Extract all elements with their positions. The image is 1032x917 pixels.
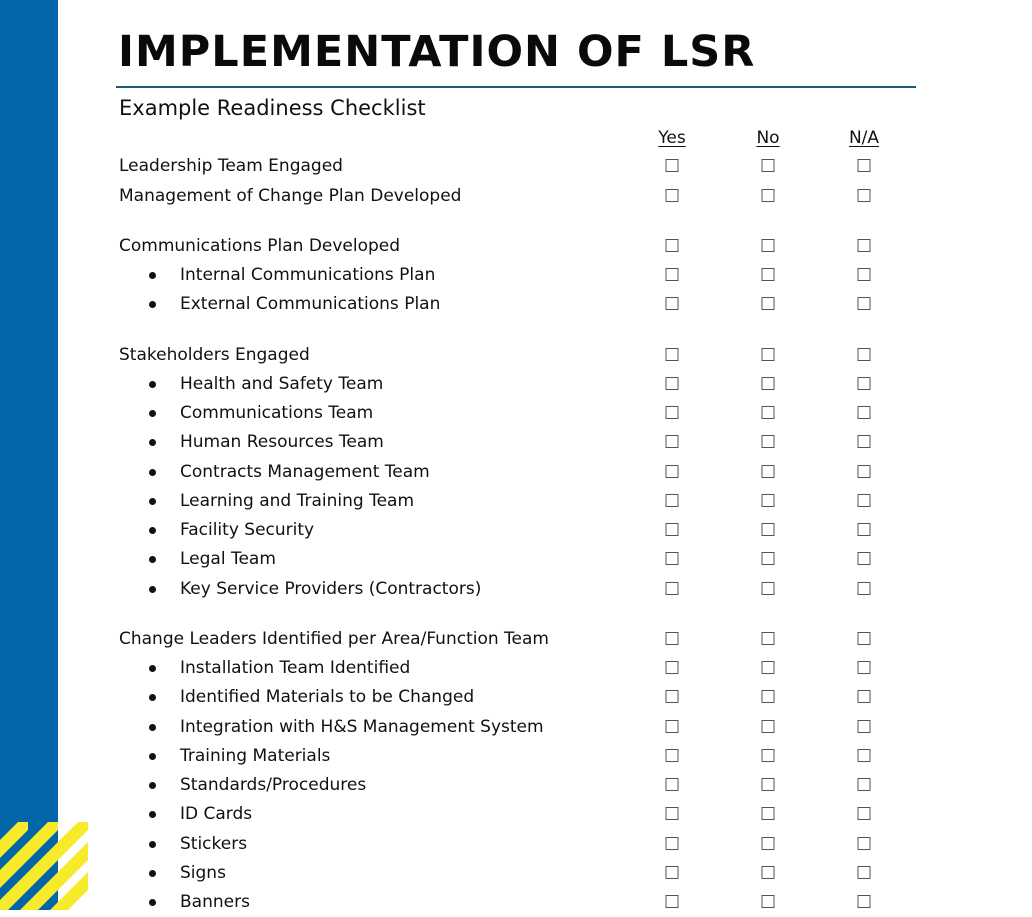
checkbox-no[interactable] — [762, 297, 775, 310]
checkbox-yes[interactable] — [666, 866, 679, 879]
checklist-row — [0, 155, 1032, 181]
checkbox-yes[interactable] — [666, 661, 679, 674]
checkbox-na[interactable] — [858, 189, 871, 202]
checklist-row — [0, 686, 1032, 712]
checkbox-yes[interactable] — [666, 749, 679, 762]
checkbox-no[interactable] — [762, 552, 775, 565]
checklist-item-label: Health and Safety Team — [180, 374, 384, 394]
checklist-row — [0, 402, 1032, 428]
checkbox-no[interactable] — [762, 632, 775, 645]
checkbox-na[interactable] — [858, 720, 871, 733]
checklist-item-label: External Communications Plan — [180, 294, 441, 314]
checklist-row — [0, 548, 1032, 574]
checklist-row — [0, 774, 1032, 800]
bullet-icon — [149, 498, 156, 505]
checklist-item-label: Human Resources Team — [180, 432, 384, 452]
checkbox-na[interactable] — [858, 552, 871, 565]
checkbox-yes[interactable] — [666, 268, 679, 281]
bullet-icon — [149, 724, 156, 731]
bullet-icon — [149, 899, 156, 906]
checkbox-no[interactable] — [762, 749, 775, 762]
checklist-item-label: Banners — [180, 892, 250, 912]
checklist-item-label: Integration with H&S Management System — [180, 717, 544, 737]
column-header-no: No — [756, 128, 780, 148]
checklist-item-label: ID Cards — [180, 804, 253, 824]
checkbox-na[interactable] — [858, 632, 871, 645]
checkbox-yes[interactable] — [666, 807, 679, 820]
checkbox-na[interactable] — [858, 582, 871, 595]
checkbox-no[interactable] — [762, 348, 775, 361]
checkbox-na[interactable] — [858, 268, 871, 281]
checkbox-na[interactable] — [858, 494, 871, 507]
checkbox-no[interactable] — [762, 435, 775, 448]
bullet-icon — [149, 469, 156, 476]
checklist-item-label: Contracts Management Team — [180, 462, 430, 482]
checklist-row — [0, 803, 1032, 829]
checkbox-yes[interactable] — [666, 523, 679, 536]
checkbox-no[interactable] — [762, 523, 775, 536]
checkbox-yes[interactable] — [666, 435, 679, 448]
checkbox-na[interactable] — [858, 778, 871, 791]
checkbox-no[interactable] — [762, 895, 775, 908]
checkbox-yes[interactable] — [666, 720, 679, 733]
checkbox-no[interactable] — [762, 465, 775, 478]
column-header-na: N/A — [848, 128, 880, 148]
checklist-row — [0, 344, 1032, 370]
checkbox-yes[interactable] — [666, 837, 679, 850]
page-subtitle: Example Readiness Checklist — [119, 96, 426, 120]
checkbox-no[interactable] — [762, 807, 775, 820]
checkbox-na[interactable] — [858, 377, 871, 390]
checklist-item-label: Standards/Procedures — [180, 775, 367, 795]
bullet-icon — [149, 272, 156, 279]
title-divider — [116, 86, 916, 88]
checklist-row — [0, 578, 1032, 604]
checklist-item-label: Communications Team — [180, 403, 374, 423]
checkbox-na[interactable] — [858, 661, 871, 674]
checkbox-na[interactable] — [858, 895, 871, 908]
checkbox-no[interactable] — [762, 720, 775, 733]
checkbox-no[interactable] — [762, 406, 775, 419]
checkbox-no[interactable] — [762, 239, 775, 252]
checklist-row — [0, 833, 1032, 859]
checklist-item-label: Stickers — [180, 834, 248, 854]
checklist-row — [0, 264, 1032, 290]
checkbox-yes[interactable] — [666, 406, 679, 419]
bullet-icon — [149, 753, 156, 760]
bullet-icon — [149, 381, 156, 388]
checkbox-na[interactable] — [858, 866, 871, 879]
checklist-row — [0, 373, 1032, 399]
checkbox-na[interactable] — [858, 807, 871, 820]
checkbox-yes[interactable] — [666, 189, 679, 202]
bullet-icon — [149, 586, 156, 593]
checkbox-na[interactable] — [858, 690, 871, 703]
checkbox-no[interactable] — [762, 866, 775, 879]
checkbox-no[interactable] — [762, 778, 775, 791]
checkbox-yes[interactable] — [666, 552, 679, 565]
checklist-row — [0, 235, 1032, 261]
checkbox-yes[interactable] — [666, 778, 679, 791]
checkbox-na[interactable] — [858, 523, 871, 536]
checkbox-na[interactable] — [858, 435, 871, 448]
checklist-item-label: Leadership Team Engaged — [119, 156, 343, 176]
checkbox-yes[interactable] — [666, 582, 679, 595]
checklist-row — [0, 745, 1032, 771]
bullet-icon — [149, 410, 156, 417]
checklist-item-label: Internal Communications Plan — [180, 265, 436, 285]
checkbox-no[interactable] — [762, 494, 775, 507]
checkbox-no[interactable] — [762, 189, 775, 202]
checklist-item-label: Installation Team Identified — [180, 658, 411, 678]
checklist-row — [0, 628, 1032, 654]
checklist-row — [0, 657, 1032, 683]
checklist-item-label: Management of Change Plan Developed — [119, 186, 462, 206]
checkbox-no[interactable] — [762, 268, 775, 281]
checkbox-no[interactable] — [762, 837, 775, 850]
bullet-icon — [149, 665, 156, 672]
checklist-item-label: Facility Security — [180, 520, 315, 540]
checkbox-no[interactable] — [762, 690, 775, 703]
checkbox-yes[interactable] — [666, 377, 679, 390]
checklist-item-label: Identified Materials to be Changed — [180, 687, 475, 707]
bullet-icon — [149, 811, 156, 818]
checkbox-yes[interactable] — [666, 494, 679, 507]
checklist-item-label: Communications Plan Developed — [119, 236, 401, 256]
checklist-item-label: Change Leaders Identified per Area/Function Team — [119, 629, 549, 649]
checklist-item-label: Training Materials — [180, 746, 331, 766]
checklist-item-label: Signs — [180, 863, 226, 883]
bullet-icon — [149, 301, 156, 308]
checkbox-na[interactable] — [858, 465, 871, 478]
checkbox-no[interactable] — [762, 159, 775, 172]
checklist-row — [0, 716, 1032, 742]
checklist-row — [0, 185, 1032, 211]
page-title: IMPLEMENTATION OF LSR — [118, 27, 756, 77]
checklist-row — [0, 490, 1032, 516]
bullet-icon — [149, 870, 156, 877]
checkbox-no[interactable] — [762, 377, 775, 390]
checkbox-yes[interactable] — [666, 348, 679, 361]
checklist-item-label: Legal Team — [180, 549, 276, 569]
checkbox-no[interactable] — [762, 661, 775, 674]
bullet-icon — [149, 694, 156, 701]
bullet-icon — [149, 439, 156, 446]
checklist-row — [0, 293, 1032, 319]
checklist-row — [0, 519, 1032, 545]
checkbox-yes[interactable] — [666, 690, 679, 703]
bullet-icon — [149, 841, 156, 848]
column-header-yes: Yes — [658, 128, 686, 148]
checkbox-na[interactable] — [858, 239, 871, 252]
checkbox-yes[interactable] — [666, 159, 679, 172]
checklist-row — [0, 862, 1032, 888]
checkbox-yes[interactable] — [666, 465, 679, 478]
checklist-item-label: Stakeholders Engaged — [119, 345, 310, 365]
checkbox-yes[interactable] — [666, 632, 679, 645]
checkbox-na[interactable] — [858, 159, 871, 172]
checklist-row — [0, 891, 1032, 917]
checkbox-na[interactable] — [858, 348, 871, 361]
checkbox-yes[interactable] — [666, 239, 679, 252]
checklist-row — [0, 431, 1032, 457]
bullet-icon — [149, 556, 156, 563]
checklist-row — [0, 461, 1032, 487]
checkbox-na[interactable] — [858, 406, 871, 419]
checkbox-na[interactable] — [858, 749, 871, 762]
bullet-icon — [149, 527, 156, 534]
bullet-icon — [149, 782, 156, 789]
checkbox-yes[interactable] — [666, 297, 679, 310]
checkbox-no[interactable] — [762, 582, 775, 595]
checkbox-yes[interactable] — [666, 895, 679, 908]
checklist-item-label: Learning and Training Team — [180, 491, 415, 511]
checkbox-na[interactable] — [858, 297, 871, 310]
checklist-item-label: Key Service Providers (Contractors) — [180, 579, 482, 599]
checkbox-na[interactable] — [858, 837, 871, 850]
